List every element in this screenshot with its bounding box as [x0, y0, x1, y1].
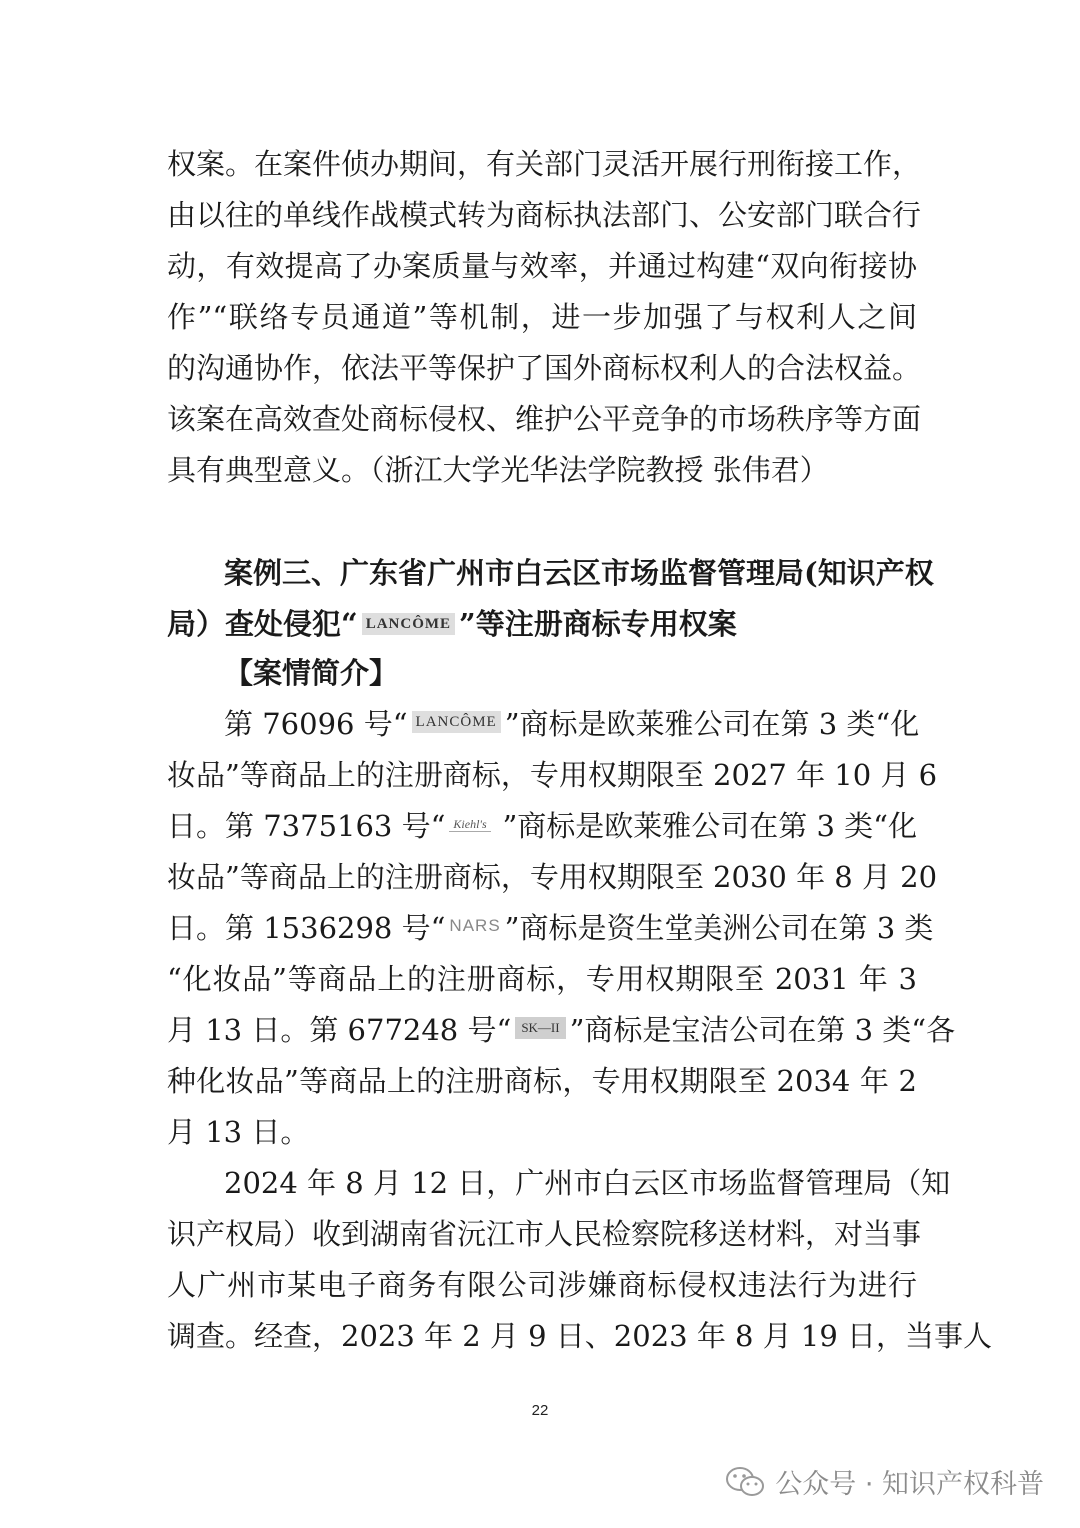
nars-trademark-logo: NARS — [449, 916, 501, 935]
text-line: 权案。在案件侦办期间，有关部门灵活开展行刑衔接工作， — [167, 147, 922, 181]
text-segment: 日。第 7375163 号“ — [167, 809, 446, 843]
text-line: 月 13 日。 — [167, 1115, 310, 1149]
wechat-icon — [725, 1465, 765, 1499]
text-segment: ”商标是欧莱雅公司在第 3 类“化 — [502, 809, 917, 843]
text-segment: ”商标是宝洁公司在第 3 类“各 — [569, 1013, 956, 1047]
text-segment: 日。第 1536298 号“ — [167, 911, 446, 945]
text-line: 由以往的单线作战模式转为商标执法部门、公安部门联合行 — [167, 198, 922, 232]
text-line: 该案在高效查处商标侵权、维护公平竞争的市场秩序等方面 — [167, 402, 922, 436]
text-segment: ”商标是资生堂美洲公司在第 3 类 — [504, 911, 934, 945]
text-line: 具有典型意义。（浙江大学光华法学院教授 张伟君） — [167, 453, 829, 487]
text-line: 妆品”等商品上的注册商标，专用权期限至 2030 年 8 月 20 — [167, 860, 938, 894]
watermark — [725, 1462, 1044, 1501]
text-line — [167, 808, 917, 844]
text-line: 作”“联络专员通道”等机制，进一步加强了与权利人之间 — [167, 300, 917, 334]
text-segment: 月 13 日。第 677248 号“ — [167, 1013, 512, 1047]
text-line: 识产权局）收到湖南省沅江市人民检察院移送材料，对当事 — [167, 1217, 922, 1251]
text-line: “化妆品”等商品上的注册商标，专用权期限至 2031 年 3 — [167, 962, 917, 996]
lancome-trademark-logo: LANCÔME — [412, 711, 501, 733]
sk-ii-trademark-logo: SK—II — [515, 1017, 565, 1039]
case-title-line2 — [167, 606, 917, 642]
text-segment: ”商标是欧莱雅公司在第 3 类“化 — [504, 707, 920, 741]
text-line: 调查。经查，2023 年 2 月 9 日、2023 年 8 月 19 日，当事人 — [167, 1319, 993, 1353]
section-heading: 【案情简介】 — [224, 656, 399, 690]
page-number: 22 — [531, 1402, 549, 1419]
text-line — [167, 1012, 956, 1048]
case-title-line1: 案例三、广东省广州市白云区市场监督管理局(知识产权 — [224, 556, 934, 590]
watermark-text: 公众号 · 知识产权科普 — [775, 1469, 1044, 1500]
text-line: 妆品”等商品上的注册商标，专用权期限至 2027 年 10 月 6 — [167, 758, 938, 792]
text-line: 的沟通协作，依法平等保护了国外商标权利人的合法权益。 — [167, 351, 922, 385]
text-segment: 第 76096 号“ — [224, 707, 408, 741]
text-line: 人广州市某电子商务有限公司涉嫌商标侵权违法行为进行 — [167, 1268, 917, 1302]
text-line: 2024 年 8 月 12 日，广州市白云区市场监督管理局（知 — [224, 1166, 951, 1200]
case-title-part: 局）查处侵犯“ — [167, 607, 358, 641]
kiehls-trademark-logo: Kiehl's — [449, 817, 490, 832]
text-line: 种化妆品”等商品上的注册商标，专用权期限至 2034 年 2 — [167, 1064, 917, 1098]
lancome-trademark-logo: LANCÔME — [362, 613, 455, 635]
text-line — [167, 910, 934, 946]
text-line — [224, 706, 920, 742]
text-line: 动，有效提高了办案质量与效率，并通过构建“双向衔接协 — [167, 249, 917, 283]
case-title-part: ”等注册商标专用权案 — [459, 607, 737, 641]
